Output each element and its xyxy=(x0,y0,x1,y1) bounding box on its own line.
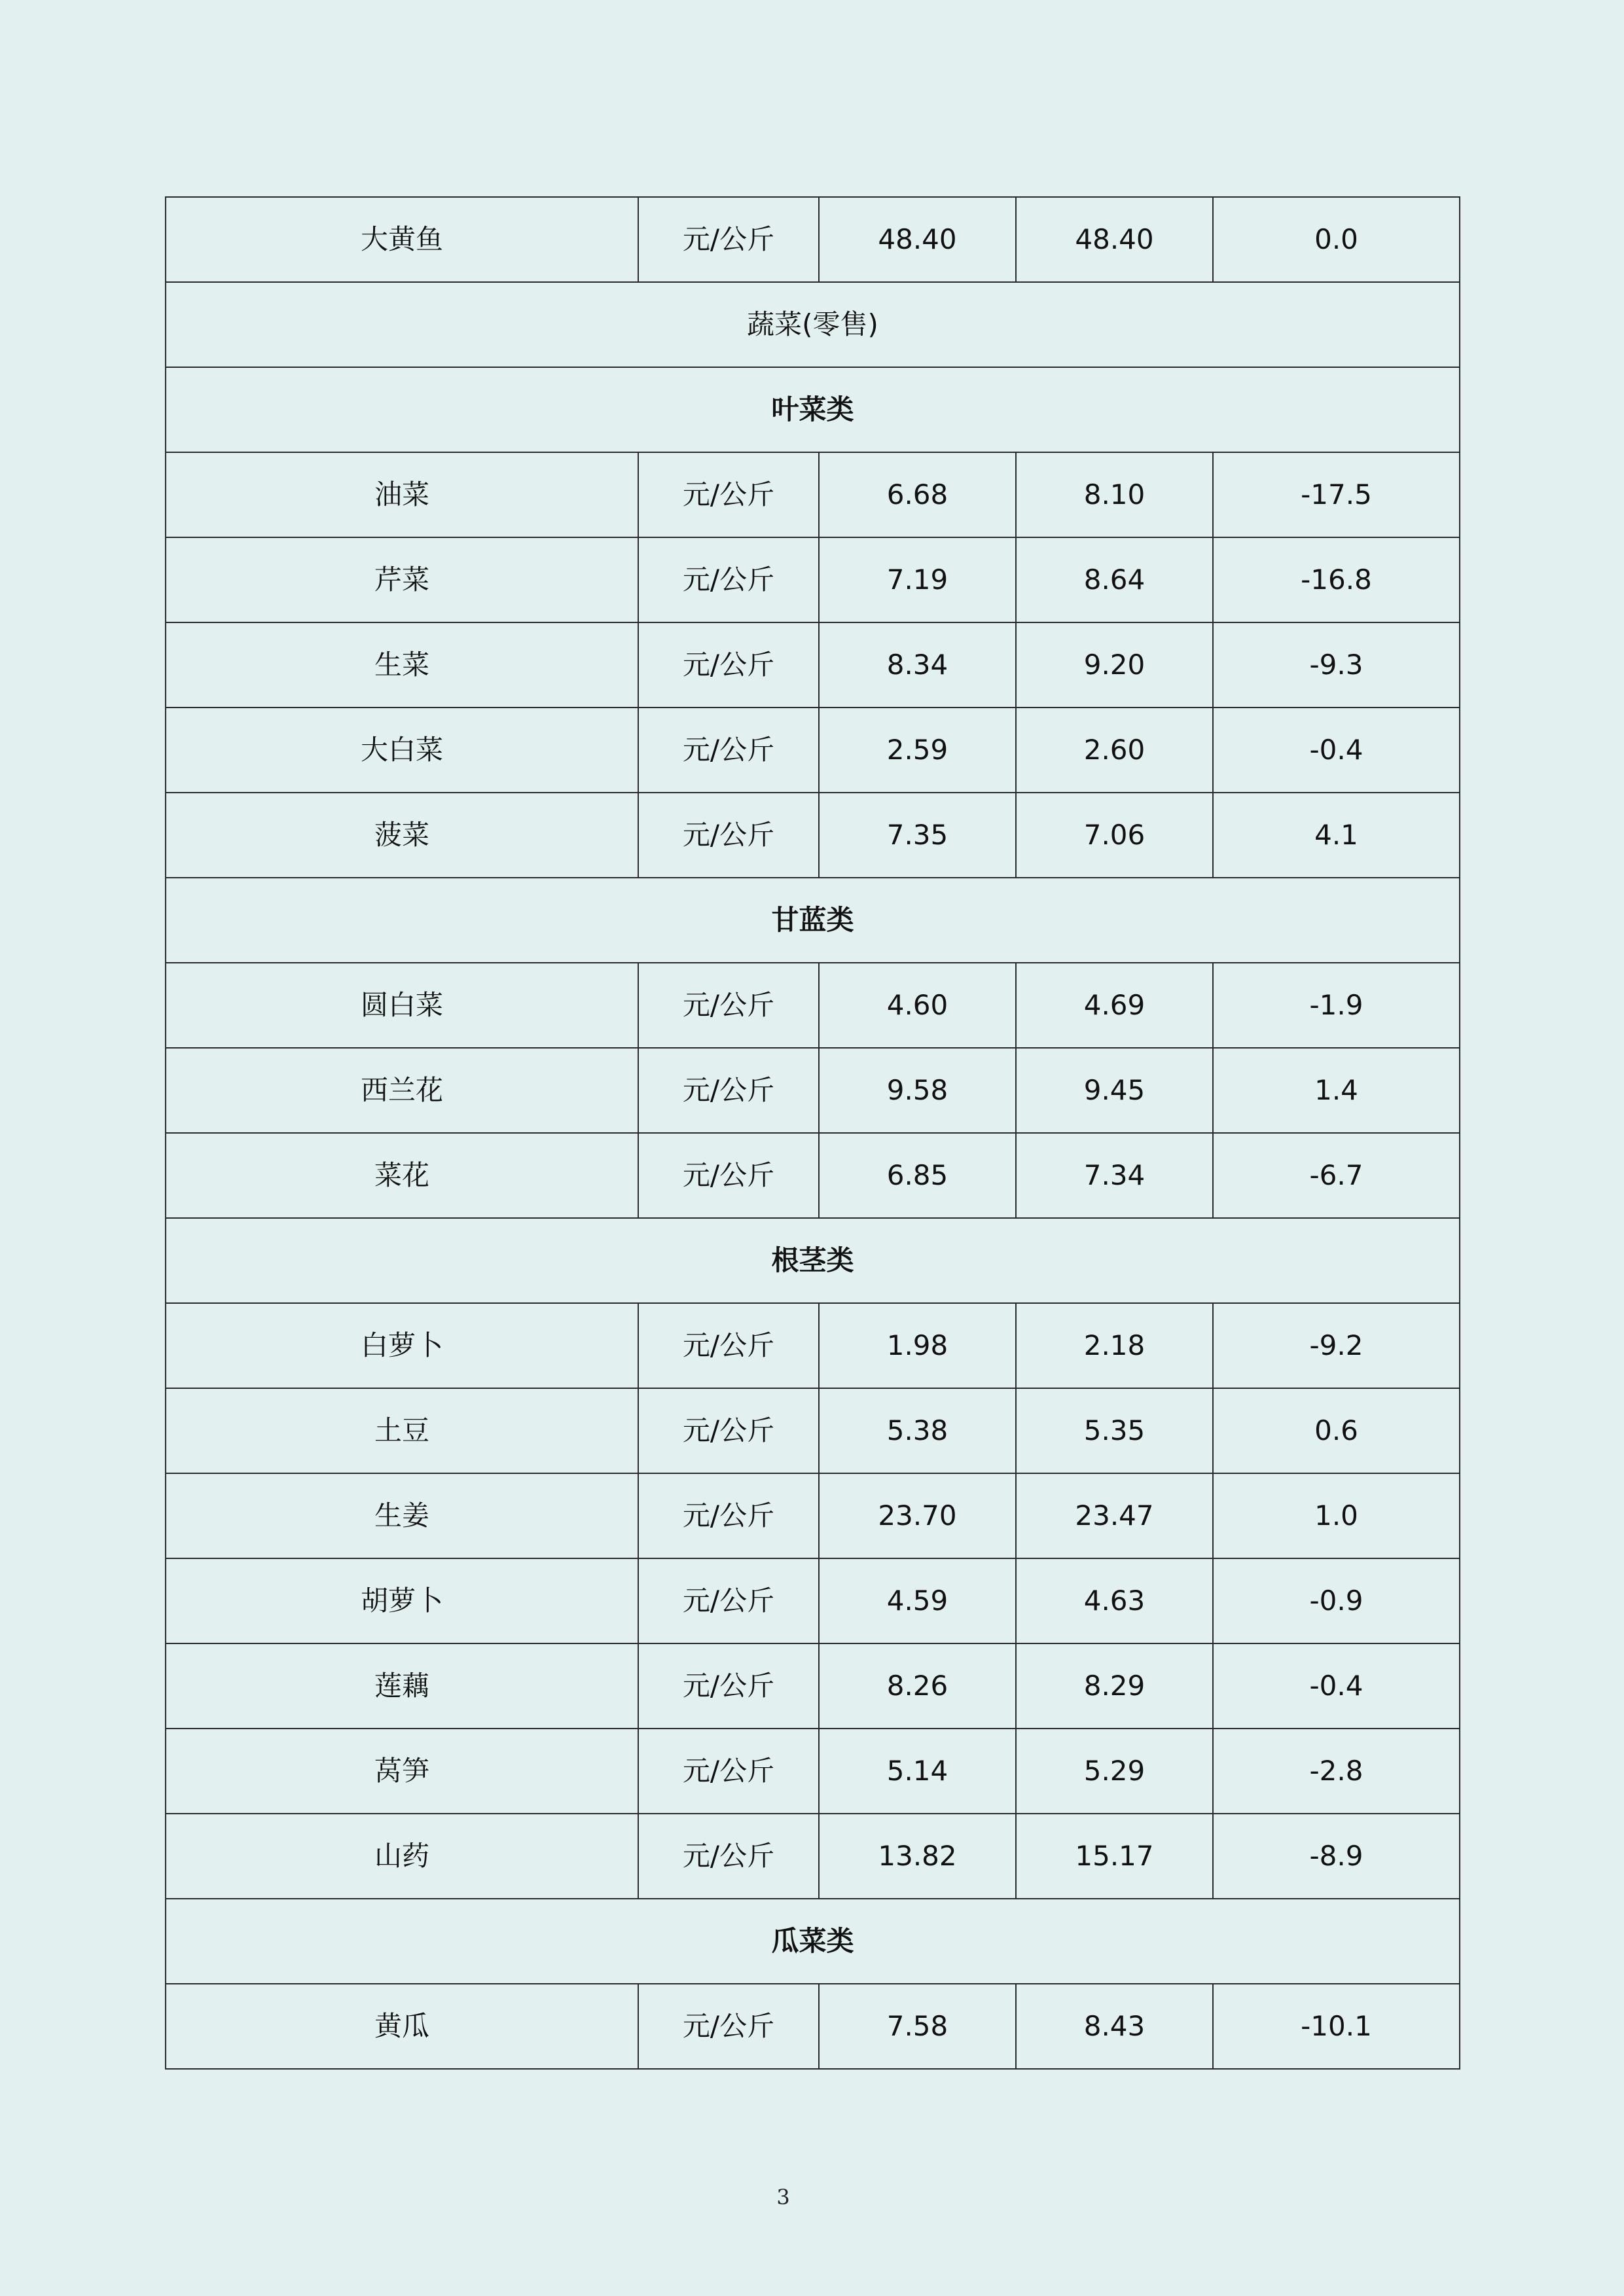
change-percent-cell: -16.8 xyxy=(1213,537,1460,622)
unit-cell: 元/公斤 xyxy=(638,1303,819,1388)
unit-cell: 元/公斤 xyxy=(638,708,819,793)
change-percent-cell: -8.9 xyxy=(1213,1814,1460,1899)
category-header: 瓜菜类 xyxy=(166,1899,1460,1984)
category-header-row xyxy=(166,1218,1460,1303)
item-name-cell: 胡萝卜 xyxy=(166,1558,638,1643)
unit-cell: 元/公斤 xyxy=(638,197,819,282)
unit-cell: 元/公斤 xyxy=(638,1984,819,2069)
previous-price-cell: 15.17 xyxy=(1016,1814,1213,1899)
item-name-cell: 芹菜 xyxy=(166,537,638,622)
section-header: 蔬菜(零售) xyxy=(166,282,1460,367)
previous-price-cell: 23.47 xyxy=(1016,1473,1213,1558)
item-name-cell: 菜花 xyxy=(166,1133,638,1218)
unit-cell: 元/公斤 xyxy=(638,1048,819,1133)
table-row xyxy=(166,1984,1460,2069)
category-header: 根茎类 xyxy=(166,1218,1460,1303)
change-percent-cell: -2.8 xyxy=(1213,1729,1460,1814)
table-row xyxy=(166,963,1460,1048)
item-name-cell: 白萝卜 xyxy=(166,1303,638,1388)
item-name-cell: 圆白菜 xyxy=(166,963,638,1048)
item-name-cell: 菠菜 xyxy=(166,793,638,878)
previous-price-cell: 8.10 xyxy=(1016,452,1213,537)
change-percent-cell: -9.2 xyxy=(1213,1303,1460,1388)
table-row xyxy=(166,708,1460,793)
category-header: 甘蓝类 xyxy=(166,878,1460,963)
item-name-cell: 莲藕 xyxy=(166,1643,638,1729)
current-price-cell: 2.59 xyxy=(819,708,1016,793)
change-percent-cell: -0.9 xyxy=(1213,1558,1460,1643)
table-row xyxy=(166,1729,1460,1814)
change-percent-cell: 4.1 xyxy=(1213,793,1460,878)
change-percent-cell: -9.3 xyxy=(1213,622,1460,708)
table-row xyxy=(166,1133,1460,1218)
current-price-cell: 48.40 xyxy=(819,197,1016,282)
previous-price-cell: 5.35 xyxy=(1016,1388,1213,1473)
price-table-body xyxy=(166,197,1460,2069)
previous-price-cell: 8.43 xyxy=(1016,1984,1213,2069)
table-row xyxy=(166,1048,1460,1133)
item-name-cell: 大白菜 xyxy=(166,708,638,793)
table-row xyxy=(166,1558,1460,1643)
unit-cell: 元/公斤 xyxy=(638,1558,819,1643)
previous-price-cell: 2.60 xyxy=(1016,708,1213,793)
previous-price-cell: 48.40 xyxy=(1016,197,1213,282)
table-row xyxy=(166,452,1460,537)
price-table xyxy=(165,196,1460,2070)
change-percent-cell: 1.4 xyxy=(1213,1048,1460,1133)
previous-price-cell: 8.64 xyxy=(1016,537,1213,622)
section-header-row xyxy=(166,282,1460,367)
category-header-row xyxy=(166,1899,1460,1984)
previous-price-cell: 5.29 xyxy=(1016,1729,1213,1814)
previous-price-cell: 2.18 xyxy=(1016,1303,1213,1388)
current-price-cell: 7.58 xyxy=(819,1984,1016,2069)
unit-cell: 元/公斤 xyxy=(638,1814,819,1899)
change-percent-cell: -6.7 xyxy=(1213,1133,1460,1218)
item-name-cell: 土豆 xyxy=(166,1388,638,1473)
unit-cell: 元/公斤 xyxy=(638,622,819,708)
change-percent-cell: -10.1 xyxy=(1213,1984,1460,2069)
current-price-cell: 6.68 xyxy=(819,452,1016,537)
previous-price-cell: 4.63 xyxy=(1016,1558,1213,1643)
current-price-cell: 9.58 xyxy=(819,1048,1016,1133)
table-row xyxy=(166,1643,1460,1729)
current-price-cell: 7.35 xyxy=(819,793,1016,878)
item-name-cell: 西兰花 xyxy=(166,1048,638,1133)
unit-cell: 元/公斤 xyxy=(638,793,819,878)
table-row xyxy=(166,1388,1460,1473)
item-name-cell: 油菜 xyxy=(166,452,638,537)
category-header-row xyxy=(166,878,1460,963)
table-row xyxy=(166,1303,1460,1388)
change-percent-cell: -1.9 xyxy=(1213,963,1460,1048)
item-name-cell: 大黄鱼 xyxy=(166,197,638,282)
previous-price-cell: 8.29 xyxy=(1016,1643,1213,1729)
unit-cell: 元/公斤 xyxy=(638,1729,819,1814)
unit-cell: 元/公斤 xyxy=(638,1643,819,1729)
table-row xyxy=(166,537,1460,622)
change-percent-cell: -0.4 xyxy=(1213,708,1460,793)
current-price-cell: 4.60 xyxy=(819,963,1016,1048)
change-percent-cell: -17.5 xyxy=(1213,452,1460,537)
previous-price-cell: 7.34 xyxy=(1016,1133,1213,1218)
unit-cell: 元/公斤 xyxy=(638,1388,819,1473)
item-name-cell: 生菜 xyxy=(166,622,638,708)
page-number: 3 xyxy=(776,2185,790,2210)
unit-cell: 元/公斤 xyxy=(638,963,819,1048)
table-row xyxy=(166,1473,1460,1558)
change-percent-cell: -0.4 xyxy=(1213,1643,1460,1729)
unit-cell: 元/公斤 xyxy=(638,452,819,537)
item-name-cell: 生姜 xyxy=(166,1473,638,1558)
category-header: 叶菜类 xyxy=(166,367,1460,452)
item-name-cell: 山药 xyxy=(166,1814,638,1899)
current-price-cell: 8.26 xyxy=(819,1643,1016,1729)
table-row xyxy=(166,622,1460,708)
previous-price-cell: 9.20 xyxy=(1016,622,1213,708)
unit-cell: 元/公斤 xyxy=(638,537,819,622)
item-name-cell: 莴笋 xyxy=(166,1729,638,1814)
category-header-row xyxy=(166,367,1460,452)
current-price-cell: 7.19 xyxy=(819,537,1016,622)
current-price-cell: 4.59 xyxy=(819,1558,1016,1643)
previous-price-cell: 7.06 xyxy=(1016,793,1213,878)
unit-cell: 元/公斤 xyxy=(638,1473,819,1558)
change-percent-cell: 0.0 xyxy=(1213,197,1460,282)
current-price-cell: 5.14 xyxy=(819,1729,1016,1814)
previous-price-cell: 9.45 xyxy=(1016,1048,1213,1133)
current-price-cell: 6.85 xyxy=(819,1133,1016,1218)
change-percent-cell: 0.6 xyxy=(1213,1388,1460,1473)
item-name-cell: 黄瓜 xyxy=(166,1984,638,2069)
table-row xyxy=(166,197,1460,282)
current-price-cell: 13.82 xyxy=(819,1814,1016,1899)
current-price-cell: 5.38 xyxy=(819,1388,1016,1473)
current-price-cell: 23.70 xyxy=(819,1473,1016,1558)
change-percent-cell: 1.0 xyxy=(1213,1473,1460,1558)
table-row xyxy=(166,793,1460,878)
unit-cell: 元/公斤 xyxy=(638,1133,819,1218)
previous-price-cell: 4.69 xyxy=(1016,963,1213,1048)
current-price-cell: 1.98 xyxy=(819,1303,1016,1388)
table-row xyxy=(166,1814,1460,1899)
current-price-cell: 8.34 xyxy=(819,622,1016,708)
